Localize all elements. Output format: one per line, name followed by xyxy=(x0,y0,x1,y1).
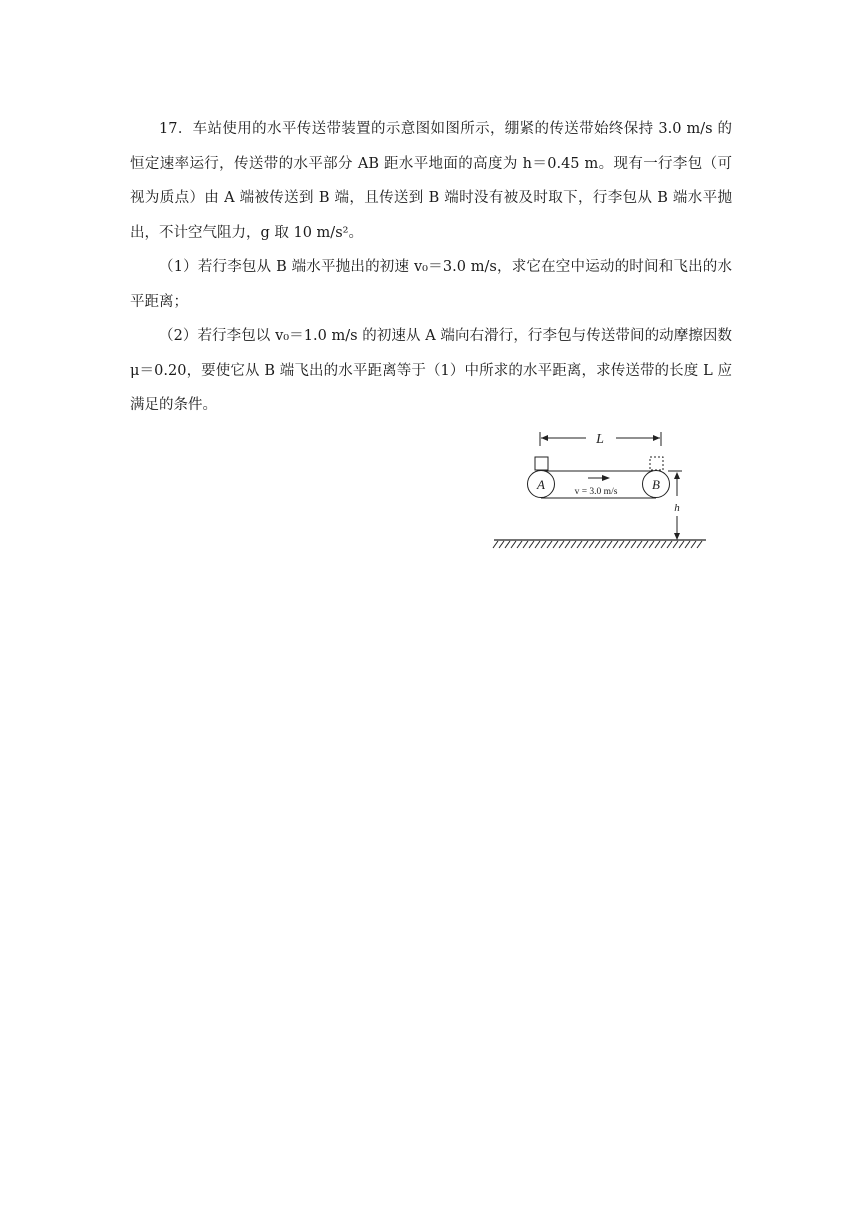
length-arrowhead-left xyxy=(541,435,548,441)
height-arrowhead-up xyxy=(674,472,680,479)
length-label: L xyxy=(596,432,604,447)
ground-hatching xyxy=(493,541,702,548)
velocity-label: v = 3.0 m/s xyxy=(574,487,618,497)
luggage-at-a xyxy=(535,457,548,470)
pulley-b-label: B xyxy=(652,477,660,492)
height-label: h xyxy=(674,502,680,514)
velocity-arrowhead xyxy=(602,475,610,481)
problem-part-2: （2）若行李包以 v₀＝1.0 m/s 的初速从 A 端向右滑行，行李包与传送带间的动摩擦因数 μ＝0.20，要使它从 B 端飞出的水平距离等于（1）中所求的水平距离，求传送带的长度 L 应满足的条件。 xyxy=(130,328,732,413)
problem-stem: 17．车站使用的水平传送带装置的示意图如图所示，绷紧的传送带始终保持 3.0 m/s 的恒定速率运行，传送带的水平部分 AB 距水平地面的高度为 h＝0.45 m。现有一行李包（可视为质点）由 A 端被传送到 B 端，且传送到 B 端时没有被及时取下，行李包从 B 端水平抛出，不计空气阻力，g 取 10 m/s²。 xyxy=(130,121,732,241)
problem-part-1: （1）若行李包从 B 端水平抛出的初速 v₀＝3.0 m/s，求它在空中运动的时间和飞出的水平距离； xyxy=(130,259,732,310)
height-arrowhead-down xyxy=(674,533,680,540)
pulley-a-label: A xyxy=(537,477,545,492)
length-arrowhead-right xyxy=(653,435,660,441)
luggage-at-b-dashed xyxy=(650,457,663,470)
conveyor-belt-figure xyxy=(490,424,710,550)
problem-17 xyxy=(130,112,732,423)
